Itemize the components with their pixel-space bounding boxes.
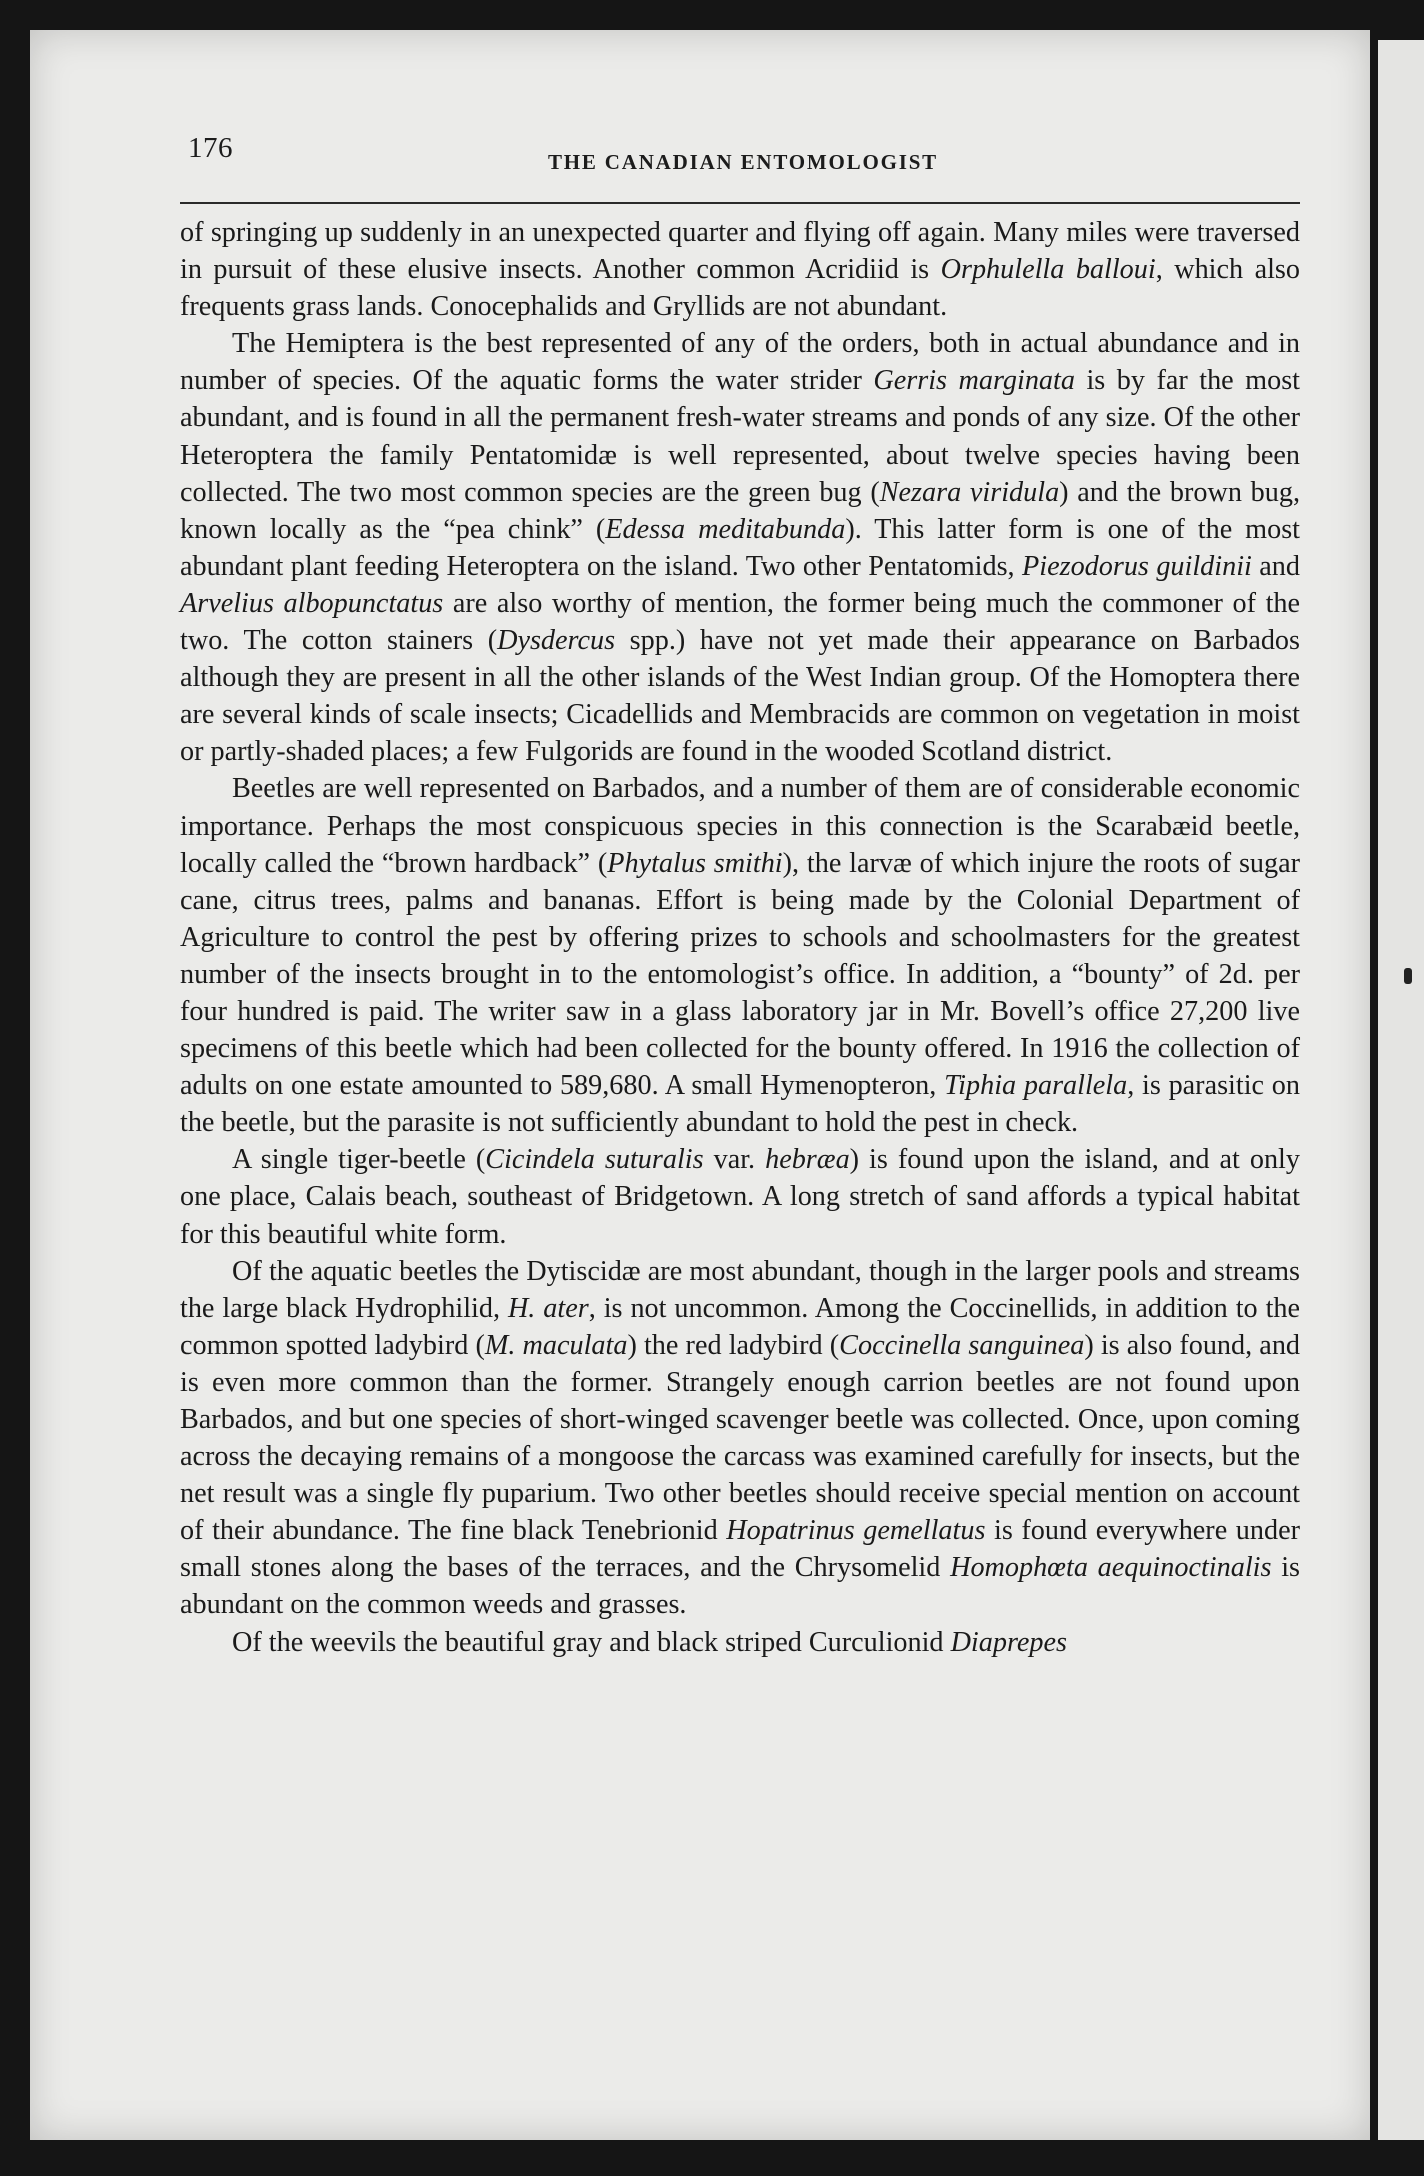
species-name: Homophœta aequinoctinalis xyxy=(950,1552,1272,1584)
species-name: Arvelius albopunctatus xyxy=(180,587,444,619)
paragraph xyxy=(180,214,1300,325)
text-run: is found everywhere under small stones along the bases of the terraces, and the Chrysomelid xyxy=(180,1515,1300,1584)
species-name: Coccinella sanguinea xyxy=(839,1329,1085,1361)
scanned-page xyxy=(30,30,1370,2140)
species-name: Piezodorus guildinii xyxy=(1022,550,1252,582)
text-run: and xyxy=(1251,550,1300,582)
paragraph xyxy=(180,325,1300,770)
text-run: var. xyxy=(703,1144,766,1176)
text-run: is abundant on the common weeds and grasses. xyxy=(180,1552,1300,1621)
species-name: hebræa xyxy=(765,1144,850,1176)
body-text xyxy=(180,214,1300,1661)
text-run: A single tiger-beetle ( xyxy=(232,1144,486,1176)
species-name: M. maculata xyxy=(484,1329,628,1361)
species-name: Edessa meditabunda xyxy=(605,513,846,545)
paragraph xyxy=(180,1141,1300,1252)
text-run: , which also frequents grass lands. Conocephalids and Gryllids are not abundant. xyxy=(180,254,1300,323)
species-name: Nezara viridula xyxy=(879,476,1060,508)
text-run: Of the weevils the beautiful gray and black striped Curculionid xyxy=(232,1626,951,1658)
species-name: Orphulella balloui xyxy=(940,254,1156,286)
species-name: H. ater xyxy=(507,1292,589,1324)
text-run: Beetles are well represented on Barbados, and a number of them are of considerable economic importance. Perhaps the most conspicuous species in this connection is the Scarabæid beetle, locally called the “brown hardback” ( xyxy=(180,773,1300,879)
text-run: ) is found upon the island, and at only one place, Calais beach, southeast of Bridgetown. A long stretch of sand affords a typical habitat for this beautiful white form. xyxy=(180,1144,1300,1250)
running-head xyxy=(188,132,1298,182)
header-rule xyxy=(180,202,1300,204)
text-run: The Hemiptera is the best represented of any of the orders, both in actual abundance and in number of species. Of the aquatic forms the water strider xyxy=(180,328,1300,397)
adjacent-page-edge xyxy=(1378,40,1424,2140)
text-run: are also worthy of mention, the former being much the commoner of the two. The cotton stainers ( xyxy=(180,587,1301,657)
paragraph xyxy=(180,1624,1300,1661)
species-name: Phytalus smithi xyxy=(607,847,783,879)
text-run: of springing up suddenly in an unexpected quarter and flying off again. Many miles were traversed in pursuit of these elusive insects. Another common Acridiid is xyxy=(180,217,1300,286)
species-name: Dysdercus xyxy=(497,625,616,657)
species-name: Gerris marginata xyxy=(873,365,1075,397)
species-name: Diaprepes xyxy=(950,1626,1067,1658)
text-run: spp.) have not yet made their appearance on Barbados although they are present in all the other islands of the West Indian group. Of the Homoptera there are several kinds of scale insects; Cicadellids and Membracids are common on vegetation in moist or partly-shaded places; a few Fulgorids are found in the wooded Scotland district. xyxy=(180,625,1300,768)
margin-mark xyxy=(1404,968,1412,984)
text-run: ) and the brown bug, known locally as the “pea chink” ( xyxy=(180,476,1300,545)
species-name: Hopatrinus gemellatus xyxy=(726,1515,986,1547)
text-run: ) is also found, and is even more common than the former. Strangely enough carrion beetles are not found upon Barbados, and but one species of short-winged scavenger beetle was collected. Once, upon coming across the decaying remains of a mongoose the carcass was examined carefully for insects, but the net result was a single fly puparium. Two other beetles should receive special mention on account of their abundance. The fine black Tenebrionid xyxy=(180,1329,1301,1547)
paragraph xyxy=(180,770,1300,1141)
text-run: ), the larvæ of which injure the roots of sugar cane, citrus trees, palms and bananas. Effort is being made by the Colonial Department of Agriculture to control the pest by offering prizes to schools and schoolmasters for the greatest number of the insects brought in to the entomologist’s office. In addition, a “bounty” of 2d. per four hundred is paid. The writer saw in a glass laboratory jar in Mr. Bovell’s office 27,200 live specimens of this beetle which had been collected for the bounty offered. In 1916 the collection of adults on one estate amounted to 589,680. A small Hymenopteron, xyxy=(180,847,1300,1102)
text-run: is by far the most abundant, and is found in all the permanent fresh-water streams and ponds of any size. Of the other Heteroptera the family Pentatomidæ is well represented, about twelve species having been collected. The two most common species are the green bug ( xyxy=(180,365,1300,508)
text-run: Of the aquatic beetles the Dytiscidæ are most abundant, though in the larger pools and streams the large black Hydrophilid, xyxy=(180,1255,1300,1324)
text-run: , is parasitic on the beetle, but the parasite is not sufficiently abundant to hold the pest in check. xyxy=(180,1070,1300,1139)
paragraph xyxy=(180,1253,1300,1624)
species-name: Cicindela suturalis xyxy=(485,1144,704,1176)
page-number: 176 xyxy=(188,132,233,164)
text-run: ). This latter form is one of the most abundant plant feeding Heteroptera on the island. Two other Pentatomids, xyxy=(180,513,1301,582)
text-run: ) the red ladybird ( xyxy=(627,1329,840,1361)
species-name: Tiphia parallela xyxy=(944,1070,1128,1102)
journal-title: THE CANADIAN ENTOMOLOGIST xyxy=(547,150,938,174)
text-run: , is not uncommon. Among the Coccinellids, in addition to the common spotted ladybird ( xyxy=(180,1292,1301,1361)
